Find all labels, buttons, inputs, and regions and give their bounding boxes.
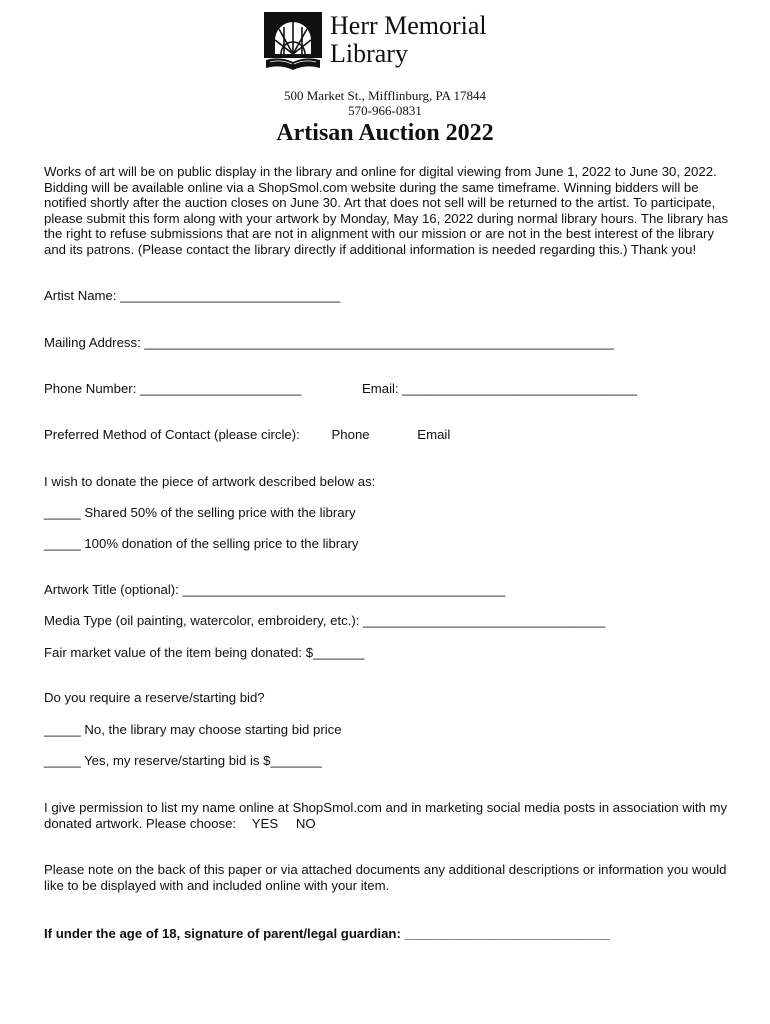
library-building-book-logo-icon bbox=[262, 10, 324, 72]
library-header bbox=[262, 10, 522, 74]
library-name bbox=[330, 12, 487, 68]
artwork-title-field[interactable]: Artwork Title (optional): ____________________________________________ bbox=[44, 582, 506, 597]
contact-option-email[interactable]: Email bbox=[417, 427, 451, 442]
library-phone: 570-966-0831 bbox=[348, 103, 422, 118]
permission-yes-option[interactable]: YES bbox=[251, 815, 279, 831]
donate-intro: I wish to donate the piece of artwork described below as: bbox=[44, 474, 376, 489]
donate-full-option[interactable]: _____ 100% donation of the selling price to the library bbox=[44, 536, 359, 551]
guardian-signature-field[interactable]: If under the age of 18, signature of parent/legal guardian: ____________________________ bbox=[44, 926, 610, 941]
artist-name-field[interactable]: Artist Name: ______________________________ bbox=[44, 288, 341, 303]
donate-shared-option[interactable]: _____ Shared 50% of the selling price with the library bbox=[44, 505, 356, 520]
permission-paragraph bbox=[44, 800, 734, 831]
contact-option-phone[interactable]: Phone bbox=[331, 427, 370, 442]
phone-number-field[interactable]: Phone Number: ______________________ bbox=[44, 381, 302, 396]
fair-market-value-field[interactable]: Fair market value of the item being donated: $_______ bbox=[44, 645, 365, 660]
intro-paragraph: Works of art will be on public display in the library and online for digital viewing from June 1, 2022 to June 30, 2022. Bidding will be available online via a ShopSmol.com website during the same timeframe. Winning bidders will be notified shortly after the auction closes on June 30. Art that does not sell will be returned to the artist. To participate, please submit this form along with your artwork by Monday, May 16, 2022 during normal library hours. The library has the right to refuse submissions that are not in alignment with our mission or are not in the best interest of the library and its patrons. (Please contact the library directly if additional information is needed regarding this.) Thank you! bbox=[44, 164, 729, 257]
mailing-address-field[interactable]: Mailing Address: ________________________________________________________________ bbox=[44, 335, 614, 350]
reserve-yes-option[interactable]: _____ Yes, my reserve/starting bid is $_______ bbox=[44, 753, 322, 768]
contact-method-row bbox=[44, 427, 450, 443]
library-contact bbox=[0, 88, 770, 118]
permission-text: I give permission to list my name online at ShopSmol.com and in marketing social media posts in association with my donated artwork. Please choose: bbox=[44, 800, 728, 831]
email-field[interactable]: Email: ________________________________ bbox=[362, 381, 637, 396]
library-name-line2: Library bbox=[330, 39, 408, 68]
reserve-no-option[interactable]: _____ No, the library may choose starting bid price bbox=[44, 722, 342, 737]
library-name-line1: Herr Memorial bbox=[330, 11, 487, 40]
additional-info-note: Please note on the back of this paper or via attached documents any additional descriptions or information you would like to be displayed with and included online with your item. bbox=[44, 862, 727, 893]
media-type-field[interactable]: Media Type (oil painting, watercolor, embroidery, etc.): _________________________________ bbox=[44, 613, 606, 628]
reserve-question: Do you require a reserve/starting bid? bbox=[44, 690, 265, 705]
permission-no-option[interactable]: NO bbox=[295, 815, 316, 831]
page-title: Artisan Auction 2022 bbox=[276, 120, 494, 146]
contact-method-label: Preferred Method of Contact (please circle): bbox=[44, 427, 300, 442]
library-address: 500 Market St., Mifflinburg, PA 17844 bbox=[283, 88, 486, 103]
